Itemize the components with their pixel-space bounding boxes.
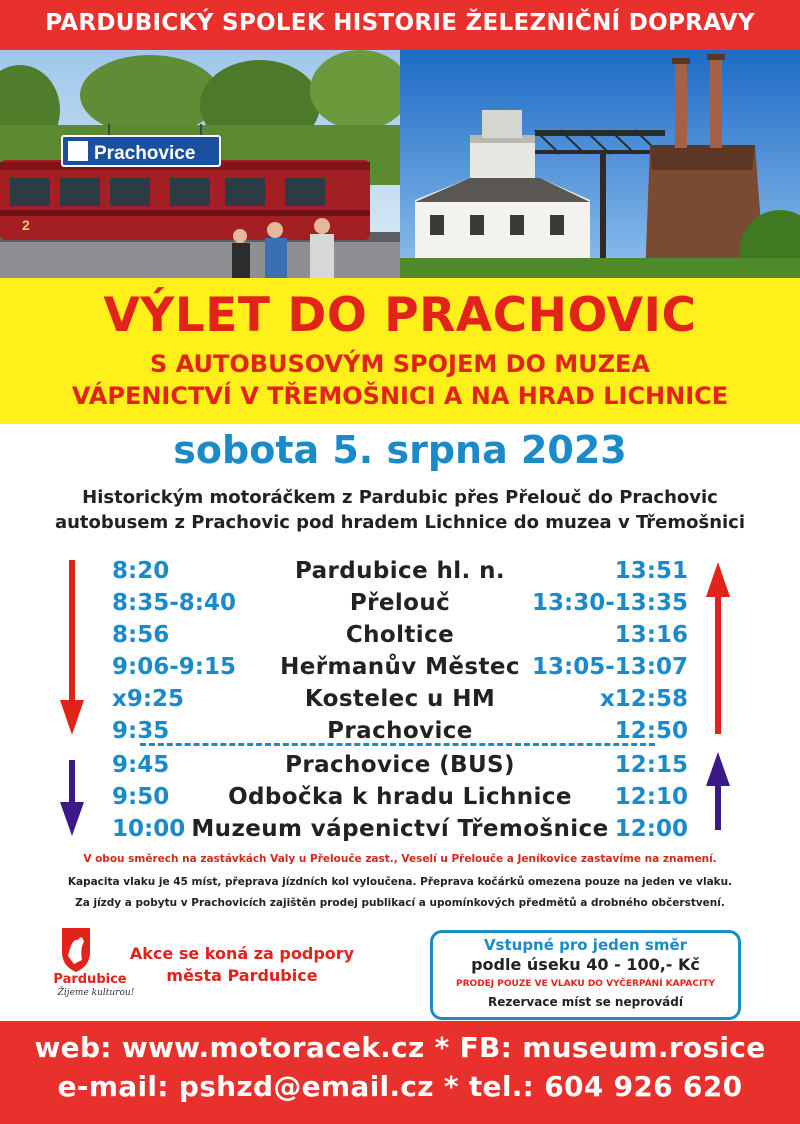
return-time: 13:16 (614, 622, 688, 648)
event-subtitle-line2: VÁPENICTVÍ V TŘEMOŠNICI A NA HRAD LICHNICE (71, 382, 729, 410)
return-time: 12:50 (614, 718, 688, 744)
fare-reservation: Rezervace míst se neprovádí (488, 995, 683, 1009)
fare-sale-note: PRODEJ POUZE VE VLAKU DO VYČERPÁNÍ KAPACITY (456, 979, 715, 989)
sponsor-line2: města Pardubice (166, 966, 318, 985)
station-name: Přelouč (349, 590, 451, 616)
departure-time: 8:56 (112, 622, 170, 648)
note-request-stops: V obou směrech na zastávkách Valy u Přelouče zast., Veselí u Přelouče a Jeníkovice zastavíme na znamení. (83, 853, 717, 865)
contact-web[interactable]: web: www.motoracek.cz * FB: museum.rosice (34, 1031, 766, 1064)
station-name: Pardubice hl. n. (294, 558, 506, 584)
photo-train-station (0, 50, 400, 278)
lime-kiln-illustration (400, 50, 800, 278)
return-time: 13:30-13:35 (532, 590, 688, 616)
timetable-row (0, 752, 800, 784)
intro-line1: Historickým motoráčkem z Pardubic přes Přelouč do Prachovic (82, 487, 718, 508)
logo-name: Pardubice (53, 972, 127, 987)
departure-time: 9:45 (112, 752, 170, 778)
note-refreshments: Za jízdy a pobytu v Prachovicích zajištěn prodej publikací a upomínkových předmětů a drobného občerstvení. (75, 897, 725, 909)
timetable-row (0, 816, 800, 848)
station-name: Prachovice (BUS) (285, 752, 515, 778)
station-name: Kostelec u HM (304, 686, 496, 712)
station-name: Prachovice (327, 718, 473, 744)
return-time: x12:58 (599, 686, 688, 712)
organization-name: PARDUBICKÝ SPOLEK HISTORIE ŽELEZNIČNÍ DOPRAVY (45, 10, 755, 36)
fare-price: podle úseku 40 - 100,- Kč (471, 955, 700, 974)
train-bus-divider (140, 743, 655, 746)
header-band (0, 0, 800, 50)
departure-time: 8:35-8:40 (112, 590, 236, 616)
event-date: sobota 5. srpna 2023 (173, 428, 627, 472)
departure-time: 9:35 (112, 718, 170, 744)
departure-time: 8:20 (112, 558, 170, 584)
departure-time: 9:06-9:15 (112, 654, 236, 680)
intro-line2: autobusem z Prachovic pod hradem Lichnice do muzea v Třemošnici (54, 512, 746, 533)
return-time: 12:00 (614, 816, 688, 842)
note-capacity: Kapacita vlaku je 45 míst, přeprava jízdních kol vyloučena. Přeprava kočárků omezena pouze na jeden ve vlaku. (67, 876, 733, 888)
station-name: Choltice (345, 622, 455, 648)
timetable-row (0, 686, 800, 718)
station-name: Odbočka k hradu Lichnice (228, 784, 572, 810)
contact-mail[interactable]: e-mail: pshzd@email.cz * tel.: 604 926 620 (57, 1070, 743, 1103)
return-time: 12:15 (614, 752, 688, 778)
departure-time: 10:00 (112, 816, 186, 842)
station-name: Muzeum vápenictví Třemošnice (191, 816, 609, 842)
event-subtitle-line1: S AUTOBUSOVÝM SPOJEM DO MUZEA (149, 350, 650, 378)
return-time: 13:05-13:07 (532, 654, 688, 680)
departure-time: 9:50 (112, 784, 170, 810)
timetable-row (0, 590, 800, 622)
timetable-row (0, 622, 800, 654)
fare-box (430, 930, 741, 1020)
station-name: Heřmanův Městec (280, 654, 520, 680)
timetable-row (0, 784, 800, 816)
pardubice-logo (53, 926, 140, 1002)
photo-lime-kilns (400, 50, 800, 278)
return-time: 12:10 (614, 784, 688, 810)
arrow-down-red-icon (60, 560, 84, 735)
timetable-row (0, 654, 800, 686)
timetable-row (0, 558, 800, 590)
train-number: 2 (22, 217, 30, 233)
arrow-up-purple-icon (706, 752, 730, 830)
sponsor-line1: Akce se koná za podpory (129, 944, 355, 963)
train-illustration (0, 50, 400, 278)
arrow-up-red-icon (706, 562, 730, 734)
return-time: 13:51 (614, 558, 688, 584)
event-title: VÝLET DO PRACHOVIC (103, 288, 697, 343)
station-sign-text: Prachovice (94, 143, 196, 164)
arrow-down-purple-icon (60, 760, 84, 836)
fare-heading: Vstupné pro jeden směr (483, 936, 688, 954)
logo-motto: Žijeme kulturou! (57, 988, 135, 998)
departure-time: x9:25 (112, 686, 185, 712)
